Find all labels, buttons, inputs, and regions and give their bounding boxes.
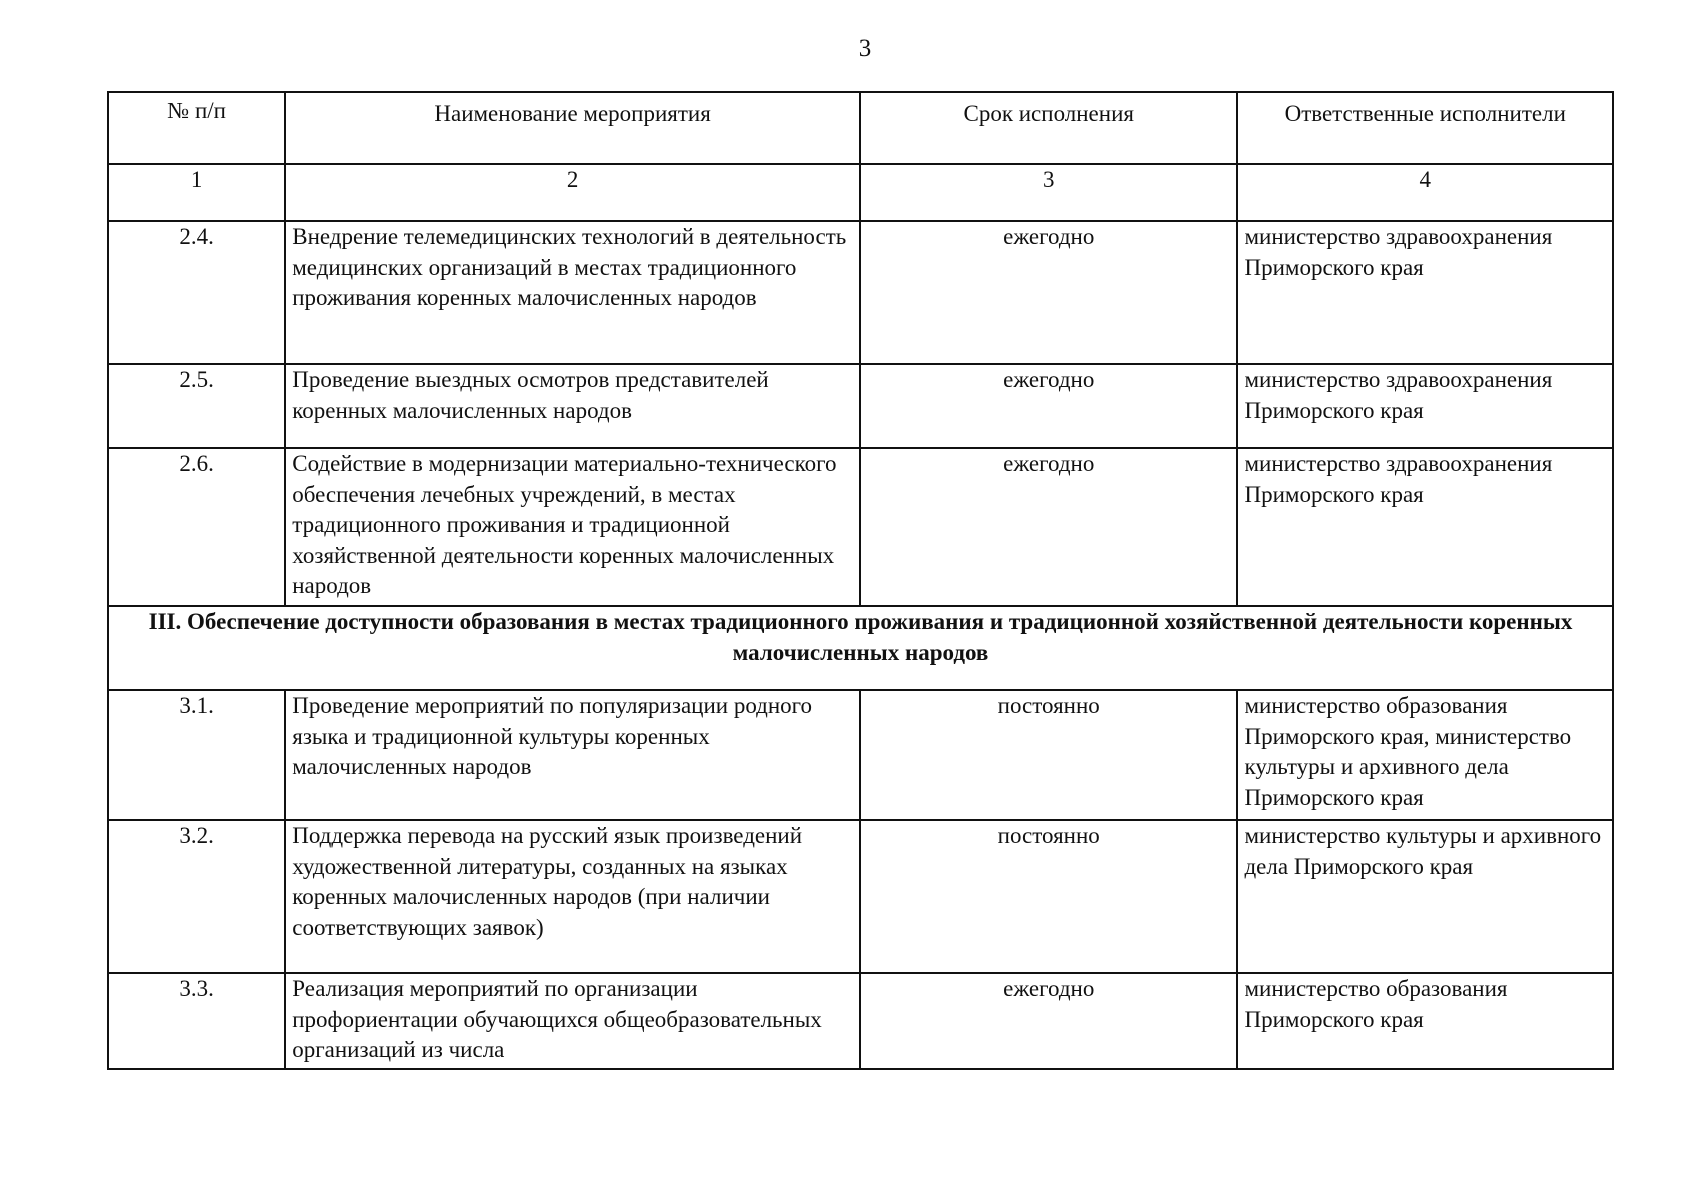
row-name: Проведение выездных осмотров представителей коренных малочисленных народов [285, 364, 860, 448]
row-name: Внедрение телемедицинских технологий в деятельность медицинских организаций в местах традиционного проживания коренных малочисленных народов [285, 221, 860, 364]
header-num: № п/п [108, 92, 285, 164]
column-number: 4 [1237, 164, 1613, 221]
row-name: Содействие в модернизации материально-технического обеспечения лечебных учреждений, в местах традиционного проживания и традиционной хозяйственной деятельности коренных малочисленных народов [285, 448, 860, 606]
row-num: 3.2. [108, 820, 285, 973]
section-row [108, 606, 1613, 690]
table-row [108, 973, 1613, 1069]
row-responsible: министерство здравоохранения Приморского края [1237, 221, 1613, 364]
column-number-row [108, 164, 1613, 221]
row-term: ежегодно [860, 364, 1238, 448]
row-name: Реализация мероприятий по организации профориентации обучающихся общеобразовательных организаций из числа [285, 973, 860, 1069]
measures-table [107, 91, 1614, 1070]
row-term: ежегодно [860, 973, 1238, 1069]
row-responsible: министерство образования Приморского края [1237, 973, 1613, 1069]
table-row [108, 221, 1613, 364]
row-num: 2.5. [108, 364, 285, 448]
table-row [108, 448, 1613, 606]
row-num: 3.1. [108, 690, 285, 820]
header-responsible: Ответственные исполнители [1237, 92, 1613, 164]
column-number: 1 [108, 164, 285, 221]
row-num: 2.4. [108, 221, 285, 364]
row-num: 3.3. [108, 973, 285, 1069]
row-num: 2.6. [108, 448, 285, 606]
table-row [108, 690, 1613, 820]
row-responsible: министерство здравоохранения Приморского края [1237, 364, 1613, 448]
header-name: Наименование мероприятия [285, 92, 860, 164]
table-row [108, 820, 1613, 973]
page-number: 3 [858, 35, 872, 62]
row-responsible: министерство культуры и архивного дела Приморского края [1237, 820, 1613, 973]
row-name: Проведение мероприятий по популяризации родного языка и традиционной культуры коренных малочисленных народов [285, 690, 860, 820]
column-number: 3 [860, 164, 1238, 221]
row-term: ежегодно [860, 448, 1238, 606]
row-term: ежегодно [860, 221, 1238, 364]
header-term: Срок исполнения [860, 92, 1238, 164]
section-title: III. Обеспечение доступности образования в местах традиционного проживания и традиционной хозяйственной деятельности коренных малочисленных народов [108, 606, 1613, 690]
table-header-row [108, 92, 1613, 164]
row-responsible: министерство здравоохранения Приморского края [1237, 448, 1613, 606]
column-number: 2 [285, 164, 860, 221]
row-name: Поддержка перевода на русский язык произведений художественной литературы, созданных на языках коренных малочисленных народов (при наличии соответствующих заявок) [285, 820, 860, 973]
row-responsible: министерство образования Приморского края, министерство культуры и архивного дела Приморского края [1237, 690, 1613, 820]
row-term: постоянно [860, 820, 1238, 973]
row-term: постоянно [860, 690, 1238, 820]
table-row [108, 364, 1613, 448]
